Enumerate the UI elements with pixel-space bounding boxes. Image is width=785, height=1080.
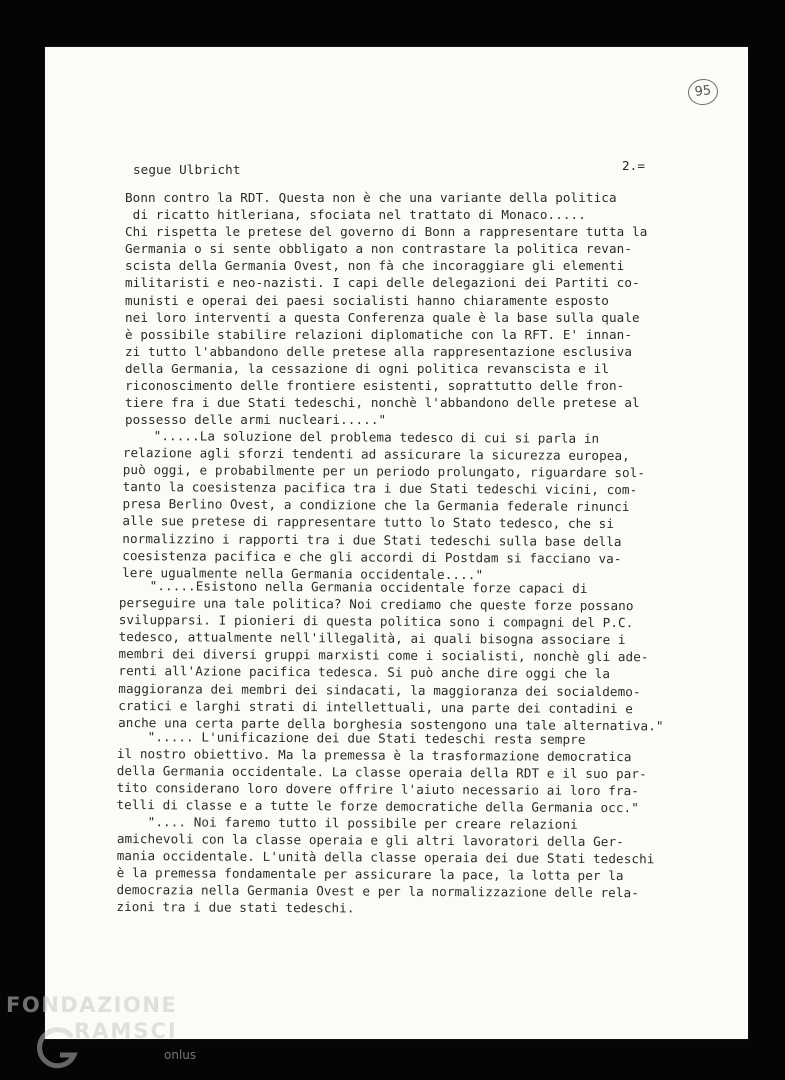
paragraph-4: "..... L'unificazione dei due Stati tedeschi resta sempre il nostro obiettivo. Ma la premessa è la trasformazione democratica della Germania occidentale. La classe operaia della RDT e il suo par- tito considerano loro dovere offrire l'aiuto necessario ai loro fra- telli di classe e a tutte le forze democratiche della Germania occ." (116, 729, 647, 816)
paragraph-1: Bonn contro la RDT. Questa non è che una variante della politica di ricatto hitleriana, sfociata nel trattato di Monaco..... Chi rispetta le pretese del governo di Bonn a rappresentare tutta la Germania o si sente obbligato a non contrastare la politica revan- scista della Germania Ovest, non fà che incoraggiare gli elementi militaristi e neo-nazisti. I capi delle delegazioni dei Partiti co- munisti e operai dei paesi socialisti hanno chiaramente esposto nei loro interventi a questa Conferenza quale è la base sulla quale è possibile stabilire relazioni diplomatiche con la RFT. E' innan- zi tutto l'abbandono delle pretese alla rappresentazione esclusiva della Germania, la cessazione di ogni politica revanscista e il riconoscimento delle frontiere esistenti, soprattutto delle fron- tiere fra i due Stati tedeschi, nonchè l'abbandono delle pretese al possesso delle armi nucleari....." (125, 190, 648, 428)
paragraph-3: ".....Esistono nella Germania occidentale forze capaci di perseguire una tale politica? Noi crediamo che queste forze possano svilupparsi. I pionieri di questa politica sono i compagni del P.C. tedesco, attualmente nell'illegalità, ai quali bisogna associare i membri dei diversi gruppi marxisti come i socialisti, nonchè gli ade- renti all'Azione pacifica tedesca. Si può anche dire oggi che la maggioranza dei membri dei sindacati, la maggioranza dei socialdemo- cratici e larghi strati di intellettuali, una parte dei contadini e anche una certa parte della borghesia sostengono una tale alternativa." (118, 578, 664, 734)
watermark-line-1: FONDAZIONE (6, 993, 178, 1017)
watermark-sub: onlus (164, 1048, 197, 1062)
header-left: segue Ulbricht (133, 162, 241, 177)
header-right: 2.= (622, 158, 646, 173)
paragraph-2: ".....La soluzione del problema tedesco di cui si parla in relazione agli sforzi tendenti ad assicurare la sicurezza europea, può oggi, e probabilmente per un periodo prolungato, riguardare sol- tanto la coesistenza pacifica tra i due Stati tedeschi vicini, com- presa Berlino Ovest, a condizione che la Germania federale rinunci alle sue pretese di rappresentare tutto lo Stato tedesco, che si normalizzino i rapporti tra i due Stati tedeschi sulla base della coesistenza pacifica e che gli accordi di Postdam si facciano va- lere ugualmente nella Germania occidentale...." (122, 427, 646, 582)
document-page (45, 47, 748, 1039)
watermark-line-2: RAMSCI (74, 1019, 178, 1043)
paragraph-5: ".... Noi faremo tutto il possibile per creare relazioni amichevoli con la classe operaia e gli altri lavoratori della Ger- mania occidentale. L'unità della classe operaia dei due Stati tedeschi è la premessa fondamentale per assicurare la pace, la lotta per la democrazia nella Germania Ovest e per la normalizzazione delle rela- zioni tra i due stati tedeschi. (116, 814, 655, 916)
page-number-stamp: 95 (687, 78, 720, 107)
foundation-watermark (6, 993, 206, 1073)
